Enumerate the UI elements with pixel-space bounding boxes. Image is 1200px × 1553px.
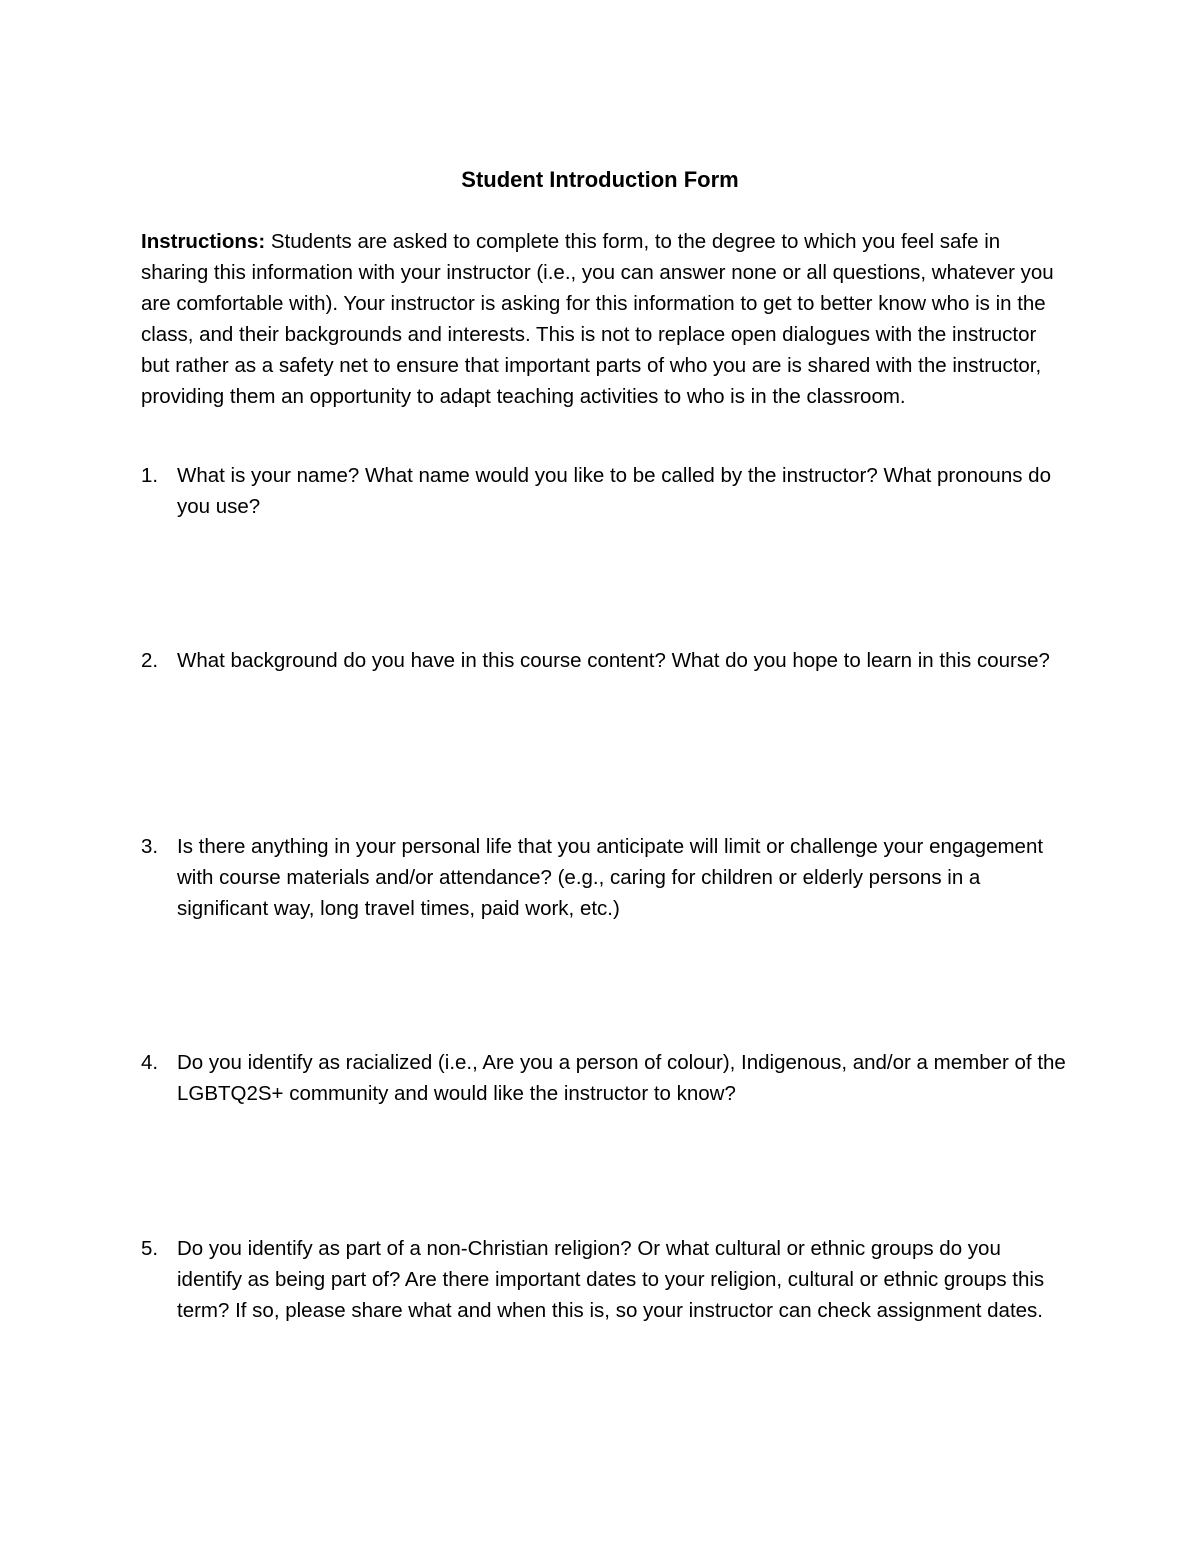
question-number: 4.: [141, 1051, 159, 1074]
question-number: 5.: [141, 1237, 159, 1260]
question-number: 1.: [141, 464, 159, 487]
question-item: [141, 1047, 1066, 1109]
question-number: 3.: [141, 835, 159, 858]
instructions-paragraph: [141, 226, 1066, 412]
question-text: Do you identify as racialized (i.e., Are you a person of colour), Indigenous, and/or a member of the LGBTQ2S+ community and would like the instructor to know?: [177, 1051, 1066, 1105]
question-text: What is your name? What name would you like to be called by the instructor? What pronouns do you use?: [177, 464, 1051, 518]
page-title: Student Introduction Form: [461, 167, 739, 192]
instructions-text: Students are asked to complete this form, to the degree to which you feel safe in sharing this information with your instructor (i.e., you can answer none or all questions, whatever you are comfortable with). Your instructor is asking for this information to get to better know who is in the class, and their backgrounds and interests. This is not to replace open dialogues with the instructor but rather as a safety net to ensure that important parts of who you are is shared with the instructor, providing them an opportunity to adapt teaching activities to who is in the classroom.: [141, 230, 1054, 408]
question-text: What background do you have in this course content? What do you hope to learn in this course?: [177, 649, 1050, 672]
question-item: [141, 460, 1066, 522]
question-number: 2.: [141, 649, 159, 672]
question-item: [141, 831, 1066, 924]
question-item: [141, 1233, 1066, 1326]
instructions-label: Instructions:: [141, 230, 266, 253]
question-item: [141, 645, 1066, 676]
question-text: Do you identify as part of a non-Christian religion? Or what cultural or ethnic groups do you identify as being part of? Are there important dates to your religion, cultural or ethnic groups this term? If so, please share what and when this is, so your instructor can check assignment dates.: [177, 1237, 1045, 1322]
question-text: Is there anything in your personal life that you anticipate will limit or challenge your engagement with course materials and/or attendance? (e.g., caring for children or elderly persons in a significant way, long travel times, paid work, etc.): [177, 835, 1044, 920]
